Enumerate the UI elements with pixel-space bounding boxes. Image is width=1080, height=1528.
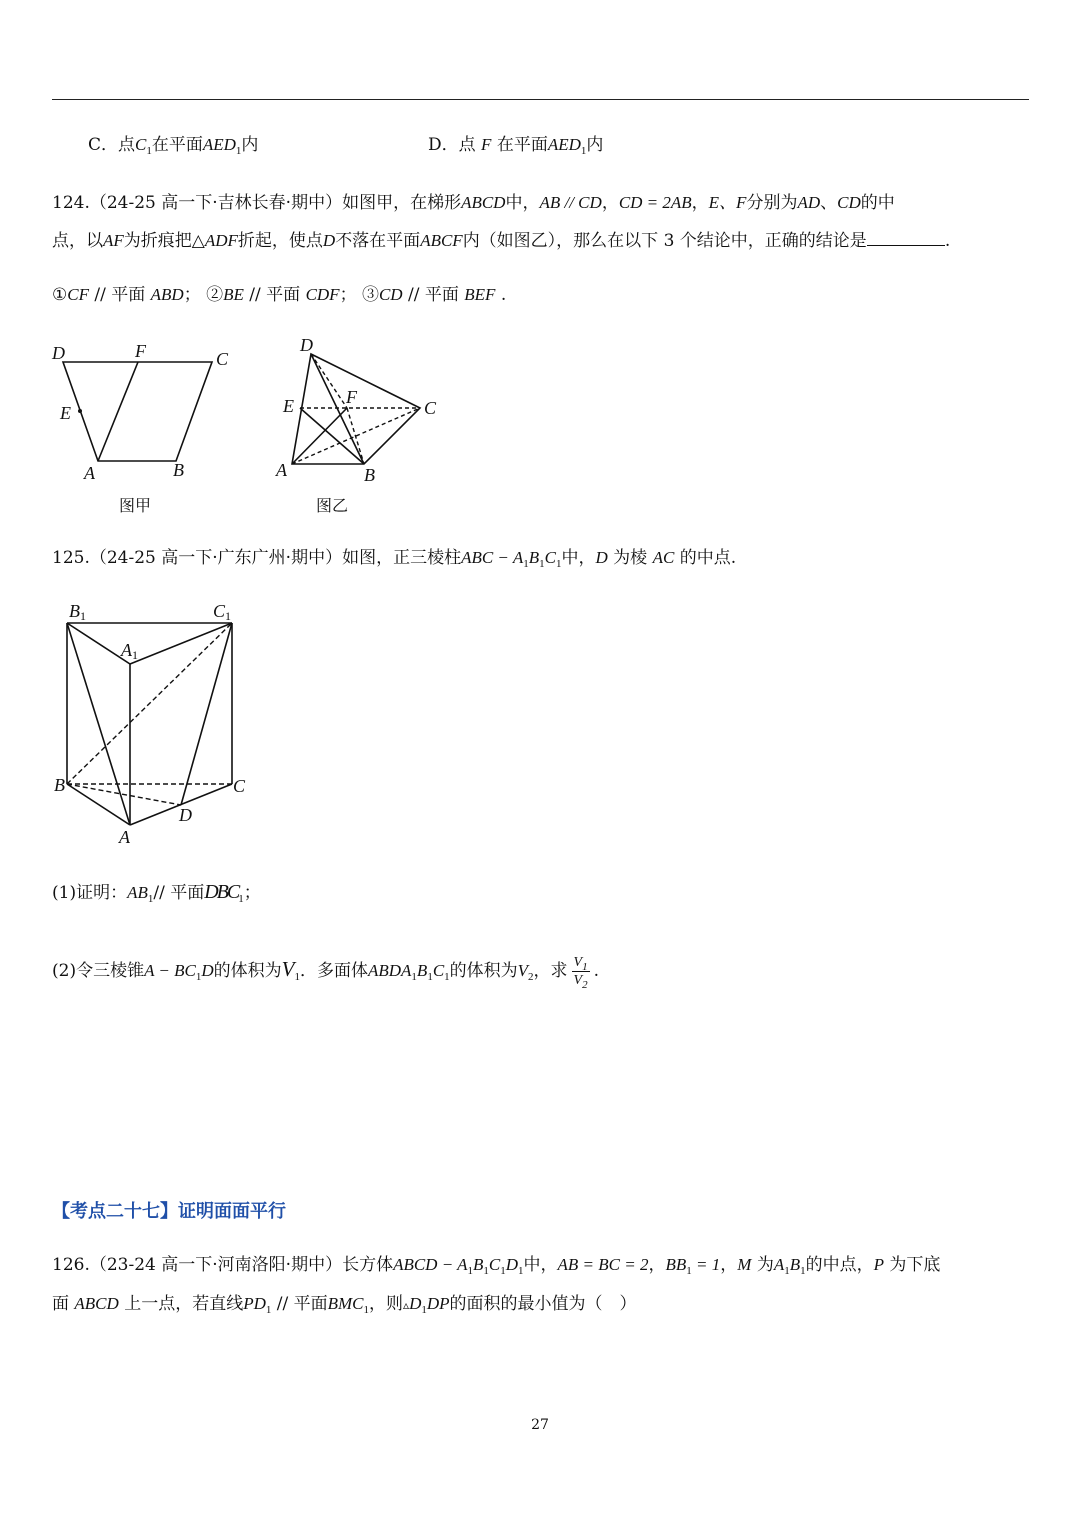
segment-db: [311, 354, 364, 464]
q126-line1: 126.（23-24 高一下·河南洛阳·期中）长方体ABCD − $A_1B_1C_1D_1$中，AB = BC = 2，$BB_1 = 1$，M 为$A_1B_1$的中点，P 为下底: [52, 1255, 941, 1277]
label-d: D: [179, 805, 192, 825]
label-c: C: [216, 349, 229, 369]
answer-blank[interactable]: [867, 229, 945, 246]
label-e: E: [283, 396, 294, 416]
ratio-fraction: $\frac{V_1}{V_2}$: [573, 955, 588, 991]
trapezoid-outline: [63, 362, 212, 461]
label-b1: B1: [69, 601, 86, 623]
label-a: A: [119, 827, 130, 847]
option-d: D．点 F 在平面$AED_1$内: [428, 135, 604, 157]
q124-line1: 124.（24-25 高一下·吉林长春·期中）如图甲，在梯形ABCD中，AB // CD，CD = 2AB，E、F分别为AD、CD的中: [52, 193, 895, 213]
label-c: C: [424, 398, 437, 418]
label-a: A: [84, 463, 95, 483]
label-a1: A1: [121, 640, 138, 662]
segment-c1d: [181, 623, 232, 805]
figure-jia-caption: 图甲: [119, 496, 152, 515]
label-c1: C1: [213, 601, 232, 623]
q125-line1: 125.（24-25 高一下·广东广州·期中）如图，正三棱柱ABC − $A_1B_1C_1$中，D 为棱 AC 的中点.: [52, 548, 737, 570]
segment-af: [98, 362, 138, 461]
figure-prism: [45, 595, 265, 855]
option-c: C．点$C_1$在平面$AED_1$内: [88, 135, 259, 157]
label-c: C: [233, 776, 246, 796]
label-f: F: [346, 387, 357, 407]
header-rule: [52, 99, 1029, 100]
q124-statements: ①CF // 平面 ABD； ②BE // 平面 CDF； ③CD // 平面 BEF .: [52, 285, 507, 305]
q125-part2: (2)令三棱锥$A - BC_1D$的体积为$V_1$．多面体$ABDA_1B_1C_1$的体积为$V_2$，求 $\frac{V_1}{V_2}$ .: [52, 955, 600, 991]
label-e: E: [60, 403, 71, 423]
edge-c1a1: [130, 623, 232, 664]
q125-part1: (1)证明：$AB_1//$ 平面$DBC_1$；: [52, 881, 261, 905]
label-b: B: [173, 460, 184, 480]
page-number: 27: [531, 1417, 549, 1433]
label-f: F: [135, 341, 146, 361]
label-b: B: [364, 465, 375, 485]
figure-yi-folded: [268, 333, 458, 493]
label-d: D: [300, 335, 313, 355]
section-heading: 【考点二十七】证明面面平行: [52, 1201, 286, 1222]
label-d: D: [52, 343, 65, 363]
figure-yi-caption: 图乙: [316, 496, 349, 515]
segment-eb: [300, 408, 364, 464]
label-a: A: [276, 460, 287, 480]
q124-line2: 点，以AF为折痕把△ADF折起，使点D不落在平面ABCF内（如图乙），那么在以下 3 个结论中，正确的结论是 .: [52, 231, 951, 251]
label-b: B: [54, 775, 65, 795]
point-e: [78, 409, 82, 413]
figure-jia-trapezoid: [40, 335, 250, 495]
q126-line2: 面 ABCD 上一点，若直线$PD_1$ // 平面$BMC_1$，则$▵D_1DP$的面积的最小值为（ ）: [52, 1294, 637, 1316]
